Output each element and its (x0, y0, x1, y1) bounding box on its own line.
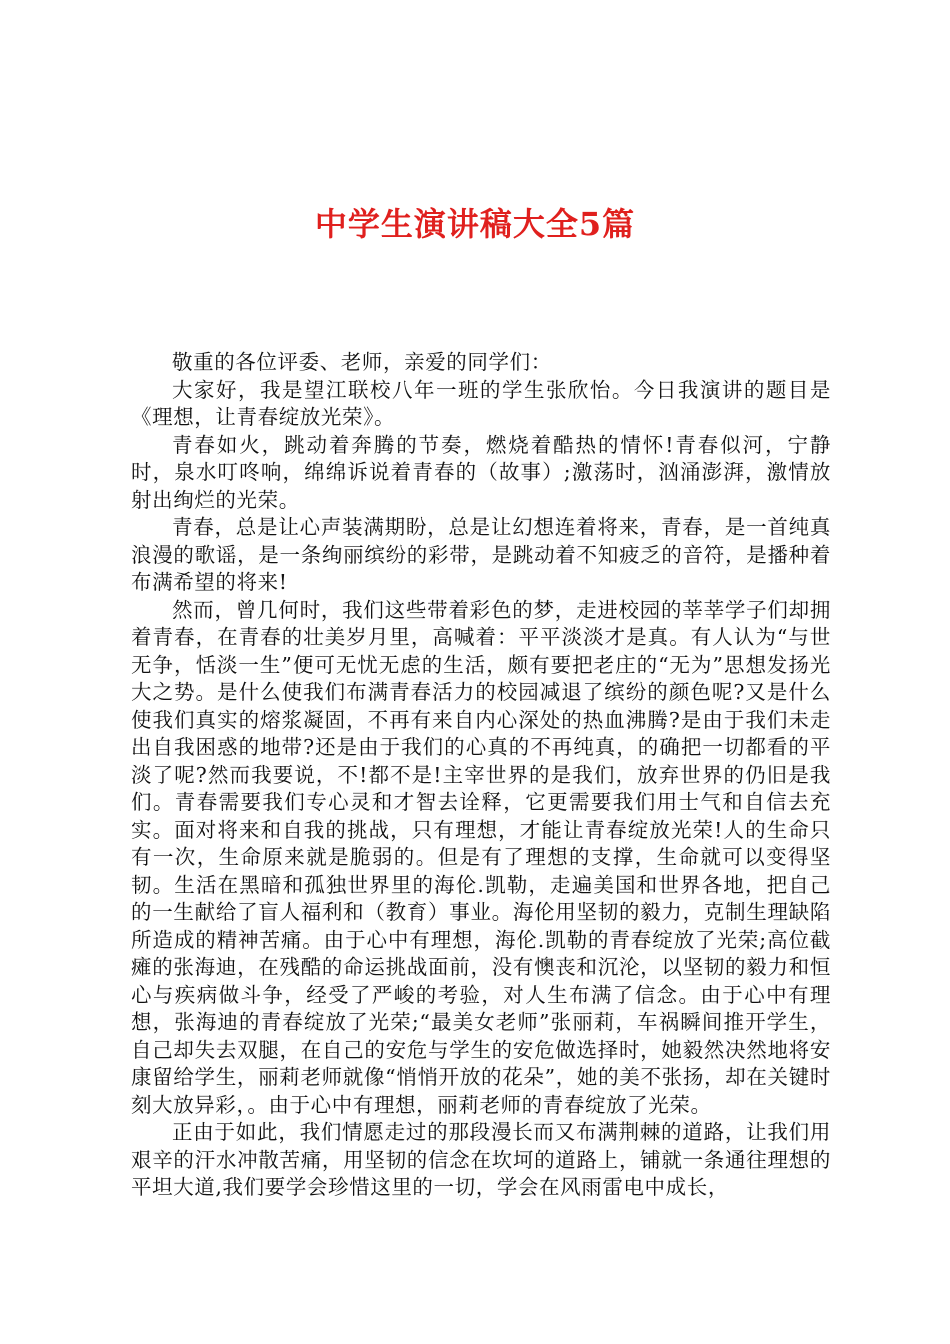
document-title: 中学生演讲稿大全5篇 (314, 205, 636, 243)
paragraph-conclusion: 正由于如此，我们情愿走过的那段漫长而又布满荆棘的道路，让我们用艰辛的汗水冲散苦痛，用坚韧的信念在坎坷的道路上，铺就一条通往理想的平坦大道,我们要学会珍惜这里的一切，学会在风雨雷电中成长， (131, 1120, 831, 1199)
paragraph-youth-fire: 青春如火，跳动着奔腾的节奏，燃烧着酷热的情怀!青春似河，宁静时，泉水叮咚响，绵绵诉说着青春的（故事）;激荡时，汹涌澎湃，激情放射出绚烂的光荣。 (131, 432, 831, 512)
paragraph-youth-hope: 青春，总是让心声装满期盼，总是让幻想连着将来，青春，是一首纯真浪漫的歌谣，是一条绚丽缤纷的彩带，是跳动着不知疲乏的音符，是播种着布满希望的将来! (131, 515, 831, 594)
paragraph-introduction: 大家好，我是望江联校八年一班的学生张欣怡。今日我演讲的题目是《理想，让青春绽放光荣》。 (131, 377, 831, 429)
paragraph-greeting: 敬重的各位评委、老师，亲爱的同学们： (172, 350, 552, 374)
document-body (131, 349, 831, 1202)
paragraph-main-argument: 然而，曾几何时，我们这些带着彩色的梦，走进校园的莘莘学子们却拥着青春，在青春的壮美岁月里，高喊着：平平淡淡才是真。有人认为“与世无争，恬淡一生”便可无忧无虑的生活，颇有要把老庄的“无为”思想发扬光大之势。是什么使我们布满青春活力的校园减退了缤纷的颜色呢?又是什么使我们真实的熔浆凝固，不再有来自内心深处的热血沸腾?是由于我们未走出自我困惑的地带?还是由于我们的心真的不再纯真，的确把一切都看的平淡了呢?然而我要说，不!都不是!主宰世界的是我们，放弃世界的仍旧是我们。青春需要我们专心灵和才智去诠释，它更需要我们用士气和自信去充实。面对将来和自我的挑战，只有理想，才能让青春绽放光荣!人的生命只有一次，生命原来就是脆弱的。但是有了理想的支撑，生命就可以变得坚韧。生活在黑暗和孤独世界里的海伦.凯勒，走遍美国和世界各地，把自己的一生献给了盲人福利和（教育）事业。海伦用坚韧的毅力，克制生理缺陷所造成的精神苦痛。由于心中有理想，海伦.凯勒的青春绽放了光荣;高位截瘫的张海迪，在残酷的命运挑战面前，没有懊丧和沉沦，以坚韧的毅力和恒心与疾病做斗争，经受了严峻的考验，对人生布满了信念。由于心中有理想，张海迪的青春绽放了光荣;“最美女老师”张丽莉，车祸瞬间推开学生，自己却失去双腿，在自己的安危与学生的安危做选择时，她毅然决然地将安康留给学生，丽莉老师就像“悄悄开放的花朵”，她的美不张扬，却在关键时刻大放异彩，。由于心中有理想，丽莉老师的青春绽放了光荣。 (131, 597, 831, 1117)
